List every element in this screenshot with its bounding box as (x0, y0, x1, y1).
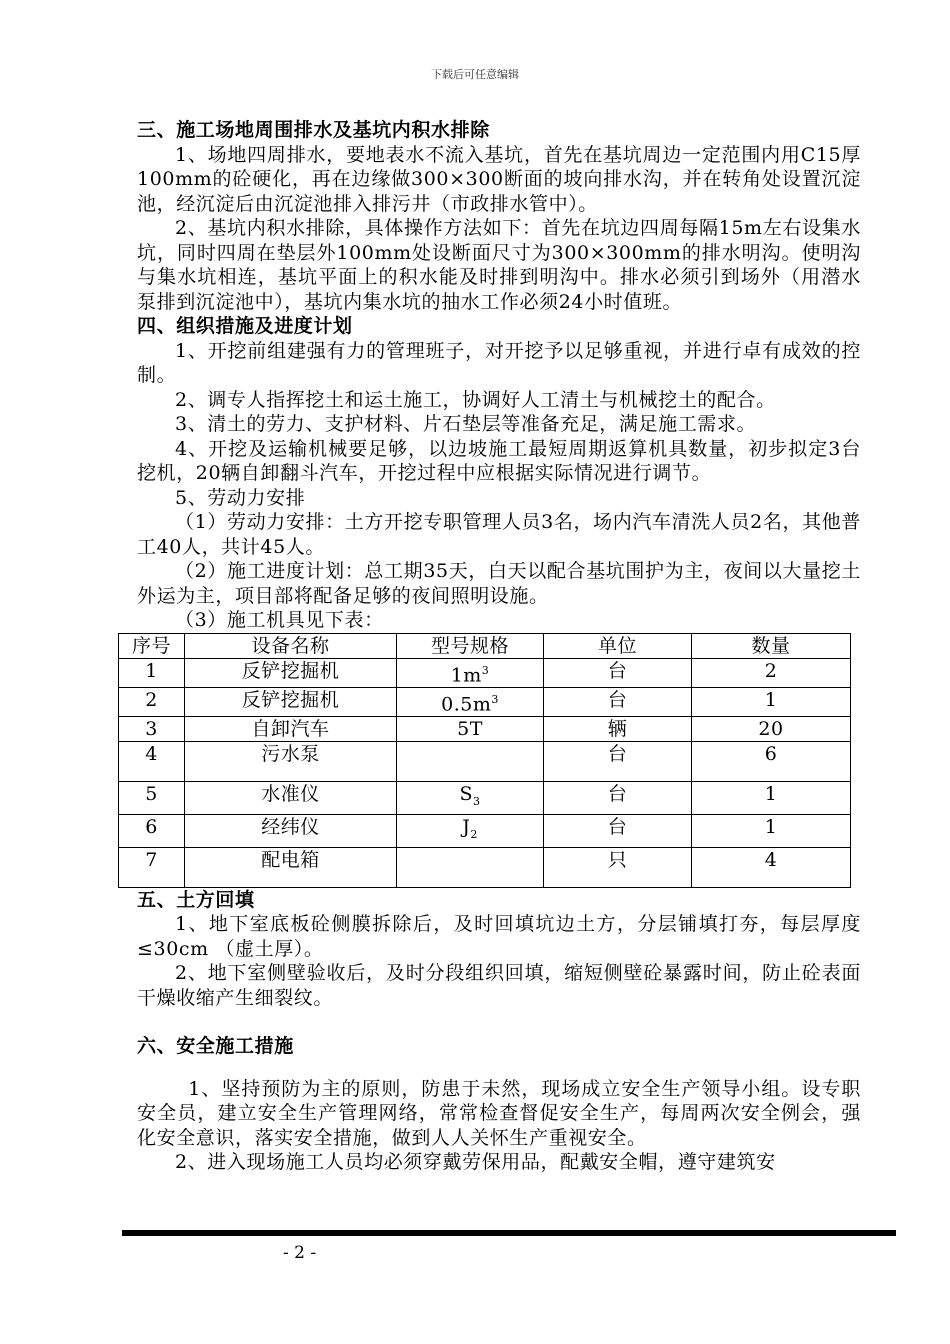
cell-no: 6 (119, 814, 185, 847)
cell-spec: 5T (397, 717, 544, 742)
section-3-paragraph-2: 2、基坑内积水排除，具体操作方法如下：首先在坑边四周每隔15m左右设集水坑，同时四周在垫层外100mm处设断面尺寸为300×300mm的排水明沟。使明沟与集水坑相连，基坑平面上的积水能及时排到明沟中。排水必须引到场外（用潜水泵排到沉淀池中），基坑内集水坑的抽水工作必须24小时值班。 (137, 217, 861, 313)
cell-unit: 辆 (544, 717, 692, 742)
cell-name: 反铲挖掘机 (185, 687, 397, 716)
table-row (119, 782, 851, 815)
cell-name: 水准仪 (185, 782, 397, 815)
section-4-paragraph-3: 3、清土的劳力、支护材料、片石垫层等准备充足，满足施工需求。 (175, 413, 757, 435)
cell-spec (397, 742, 544, 782)
cell-spec: $J_2$ (397, 814, 544, 847)
cell-spec: $1m^3$ (397, 658, 544, 687)
cell-name: 反铲挖掘机 (185, 658, 397, 687)
cell-qty: 1 (692, 782, 851, 815)
cell-qty: 2 (692, 658, 851, 687)
cell-spec (397, 847, 544, 887)
header-cell-no: 序号 (119, 633, 185, 658)
cell-name: 自卸汽车 (185, 717, 397, 742)
table-row (119, 742, 851, 782)
cell-spec: $0.5m^3$ (397, 687, 544, 716)
cell-unit: 台 (544, 814, 692, 847)
section-4-paragraph-5: 5、劳动力安排 (175, 486, 306, 509)
cell-no: 1 (119, 658, 185, 687)
section-4-paragraph-2: 2、调专人指挥挖土和运土施工，协调好人工清土与机械挖土的配合。 (175, 388, 776, 411)
cell-name: 污水泵 (185, 742, 397, 782)
section-6-paragraph-1: 1、坚持预防为主的原则，防患于未然，现场成立安全生产领导小组。设专职安全员，建立安全生产管理网络，常常检查督促安全生产，每周两次安全例会，强化安全意识，落实安全措施，做到人人关怀生产重视安全。 (137, 1077, 861, 1149)
section-3-title: 三、施工场地周围排水及基坑内积水排除 (137, 119, 490, 141)
document-body (131, 118, 861, 1175)
table-row (119, 658, 851, 687)
section-3-paragraph-1: 1、场地四周排水，要地表水不流入基坑，首先在基坑周边一定范围内用C15厚100mm的砼硬化，再在边缘做300×300断面的坡向排水沟，并在转角处设置沉淀池，经沉淀后由沉淀池排入排污井（市政排水管中）。 (137, 143, 861, 215)
footer-rule (122, 1230, 896, 1236)
section-5-paragraph-2: 2、地下室侧壁验收后，及时分段组织回填，缩短侧壁砼暴露时间，防止砼表面干燥收缩产生细裂纹。 (137, 962, 861, 1009)
table-row (119, 847, 851, 887)
cell-unit: 台 (544, 687, 692, 716)
cell-no: 5 (119, 782, 185, 815)
header-cell-qty: 数量 (692, 633, 851, 658)
cell-qty: 20 (692, 717, 851, 742)
cell-no: 2 (119, 687, 185, 716)
section-4-title: 四、组织措施及进度计划 (137, 315, 353, 337)
section-5-paragraph-1: 1、地下室底板砼侧膜拆除后，及时回填坑边土方，分层铺填打夯，每层厚度≤30cm （虚土厚）。 (137, 913, 861, 960)
header-cell-name: 设备名称 (185, 633, 397, 658)
cell-name: 经纬仪 (185, 814, 397, 847)
cell-unit: 台 (544, 742, 692, 782)
cell-spec: $S_3$ (397, 782, 544, 815)
cell-unit: 只 (544, 847, 692, 887)
section-4-paragraph-7: （2）施工进度计划：总工期35天，白天以配合基坑围护为主，夜间以大量挖土外运为主，项目部将配备足够的夜间照明设施。 (137, 560, 861, 607)
section-6-title: 六、安全施工措施 (137, 1035, 294, 1058)
section-4-paragraph-8: （3）施工机具见下表： (175, 609, 384, 631)
header-cell-unit: 单位 (544, 633, 692, 658)
section-5-title: 五、土方回填 (137, 888, 255, 911)
cell-unit: 台 (544, 782, 692, 815)
cell-name: 配电箱 (185, 847, 397, 887)
cell-no: 7 (119, 847, 185, 887)
cell-qty: 6 (692, 742, 851, 782)
table-row (119, 687, 851, 716)
table-row (119, 717, 851, 742)
header-cell-spec: 型号规格 (397, 633, 544, 658)
section-4-paragraph-6: （1）劳动力安排：土方开挖专职管理人员3名，场内汽车清洗人员2名，其他普工40人，共计45人。 (137, 511, 861, 558)
section-4-paragraph-4: 4、开挖及运输机械要足够，以边坡施工最短周期返算机具数量，初步拟定3台挖机，20辆自卸翻斗汽车，开挖过程中应根据实际情况进行调节。 (137, 437, 861, 484)
table-row (119, 814, 851, 847)
equipment-table (118, 633, 851, 888)
section-6-paragraph-2: 2、进入现场施工人员均必须穿戴劳保用品，配戴安全帽，遵守建筑安 (175, 1151, 776, 1174)
page-number: - 2 - (283, 1243, 317, 1263)
section-4-paragraph-1: 1、开挖前组建强有力的管理班子，对开挖予以足够重视，并进行卓有成效的控制。 (137, 339, 861, 386)
cell-no: 3 (119, 717, 185, 742)
cell-qty: 1 (692, 814, 851, 847)
equipment-table-body (119, 658, 851, 887)
cell-qty: 4 (692, 847, 851, 887)
cell-unit: 台 (544, 658, 692, 687)
page-header-note: 下载后可任意编辑 (431, 68, 519, 81)
cell-no: 4 (119, 742, 185, 782)
equipment-table-header-row (119, 633, 851, 658)
cell-qty: 1 (692, 687, 851, 716)
